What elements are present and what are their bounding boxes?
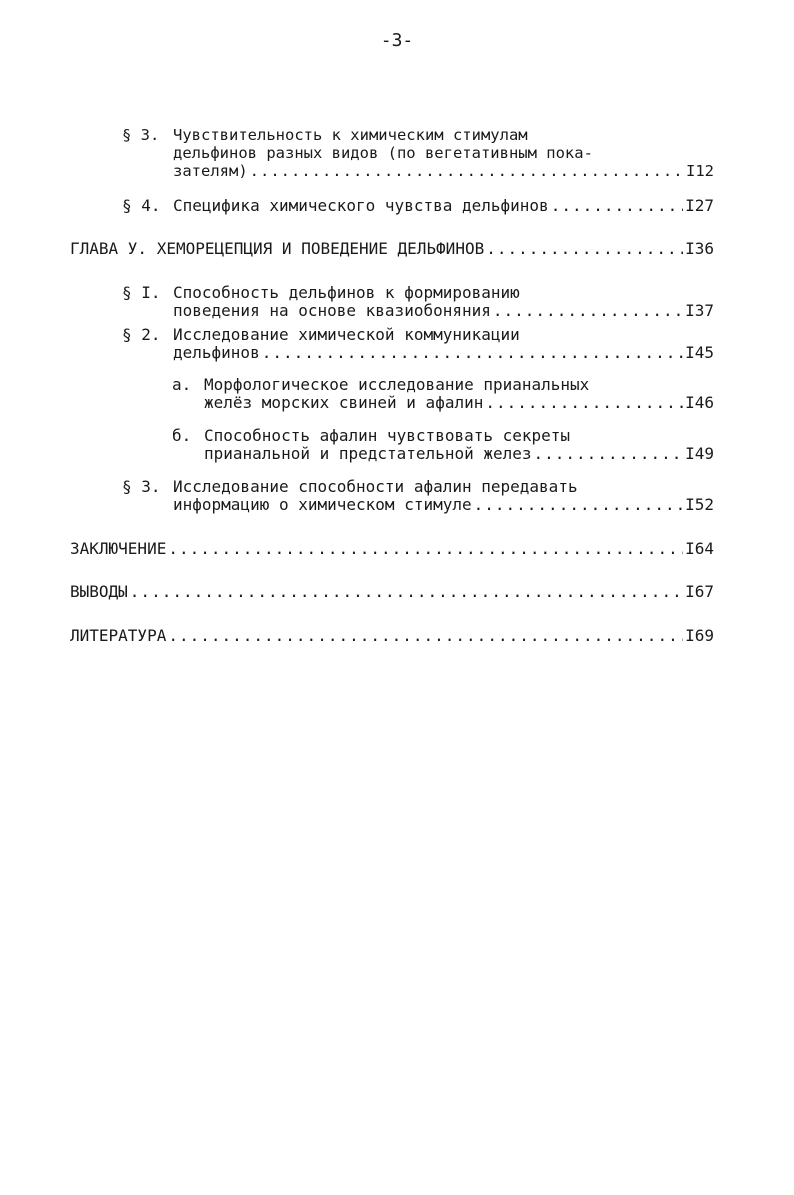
- toc-chapter: [70, 540, 714, 558]
- toc-subentry: [172, 427, 714, 463]
- toc-entry-title-line: Исследование химической коммуникации: [173, 325, 520, 344]
- toc-subentry: [172, 376, 714, 412]
- dot-leader: [168, 627, 683, 645]
- toc-entry-page: I64: [685, 539, 714, 558]
- toc-chapter-title: ГЛАВА У. ХЕМОРЕЦЕПЦИЯ И ПОВЕДЕНИЕ ДЕЛЬФИНОВ: [70, 239, 485, 258]
- toc-entry-number: б.: [172, 426, 192, 445]
- toc-entry-number: § 3.: [122, 477, 161, 496]
- toc-chapter: [70, 240, 714, 258]
- toc-entry-title-line: прианальной и предстательной желез: [204, 444, 532, 463]
- toc-entry-title-line: Исследование способности афалин передавать: [173, 477, 578, 496]
- dot-leader: [486, 240, 683, 258]
- toc-chapter: [70, 627, 714, 645]
- dot-leader: [130, 583, 683, 601]
- dot-leader: [262, 344, 683, 362]
- toc-entry-number: § 4.: [122, 196, 161, 215]
- dot-leader: [493, 302, 683, 320]
- toc-chapter-title: ВЫВОДЫ: [70, 582, 128, 601]
- toc-entry-title-line: информацию о химическом стимуле: [173, 495, 472, 514]
- toc-entry-page: I37: [685, 301, 714, 320]
- toc-entry-page: I52: [685, 495, 714, 514]
- toc-entry-number: § I.: [122, 283, 161, 302]
- page-number: -3-: [380, 30, 414, 51]
- dot-leader: [551, 197, 683, 215]
- toc-entry-page: I12: [686, 162, 714, 180]
- toc-entry-title-line: Способность дельфинов к формированию: [173, 283, 520, 302]
- dot-leader: [250, 162, 684, 180]
- toc-entry-title-line: поведения на основе квазиобоняния: [173, 301, 491, 320]
- toc-chapter-title: ЗАКЛЮЧЕНИЕ: [70, 539, 167, 558]
- toc-entry: [122, 197, 714, 215]
- toc-entry-page: I27: [685, 196, 714, 215]
- toc-entry: [122, 126, 714, 180]
- toc-entry-page: I46: [685, 393, 714, 412]
- toc-entry-page: I69: [685, 626, 714, 645]
- toc-entry-title-line: Специфика химического чувства дельфинов: [173, 196, 549, 215]
- dot-leader: [485, 394, 683, 412]
- toc-entry: [122, 284, 714, 320]
- toc-entry-title-line: Способность афалин чувствовать секреты: [204, 426, 571, 445]
- toc-entry-number: § 2.: [122, 325, 161, 344]
- toc-entry-number: а.: [172, 375, 192, 394]
- toc-entry-title-line: желёз морских свиней и афалин: [204, 393, 484, 412]
- toc-entry-title-line: дельфинов разных видов (по вегетативным пока-: [173, 144, 593, 162]
- toc-entry-title-line: Чувствительность к химическим стимулам: [173, 126, 528, 144]
- toc-entry-page: I49: [685, 444, 714, 463]
- dot-leader: [168, 540, 683, 558]
- toc-entry: [122, 326, 714, 362]
- dot-leader: [474, 496, 683, 514]
- toc-entry-title-line: Морфологическое исследование прианальных: [204, 375, 590, 394]
- toc-entry-title-line: дельфинов: [173, 343, 260, 362]
- toc-entry-page: I36: [685, 239, 714, 258]
- toc-entry-page: I45: [685, 343, 714, 362]
- toc-entry-page: I67: [685, 582, 714, 601]
- dot-leader: [534, 445, 684, 463]
- toc-entry: [122, 478, 714, 514]
- toc-chapter: [70, 583, 714, 601]
- toc-entry-title-line: зателям): [173, 162, 248, 180]
- toc-entry-number: § 3.: [122, 126, 160, 144]
- toc-chapter-title: ЛИТЕРАТУРА: [70, 626, 167, 645]
